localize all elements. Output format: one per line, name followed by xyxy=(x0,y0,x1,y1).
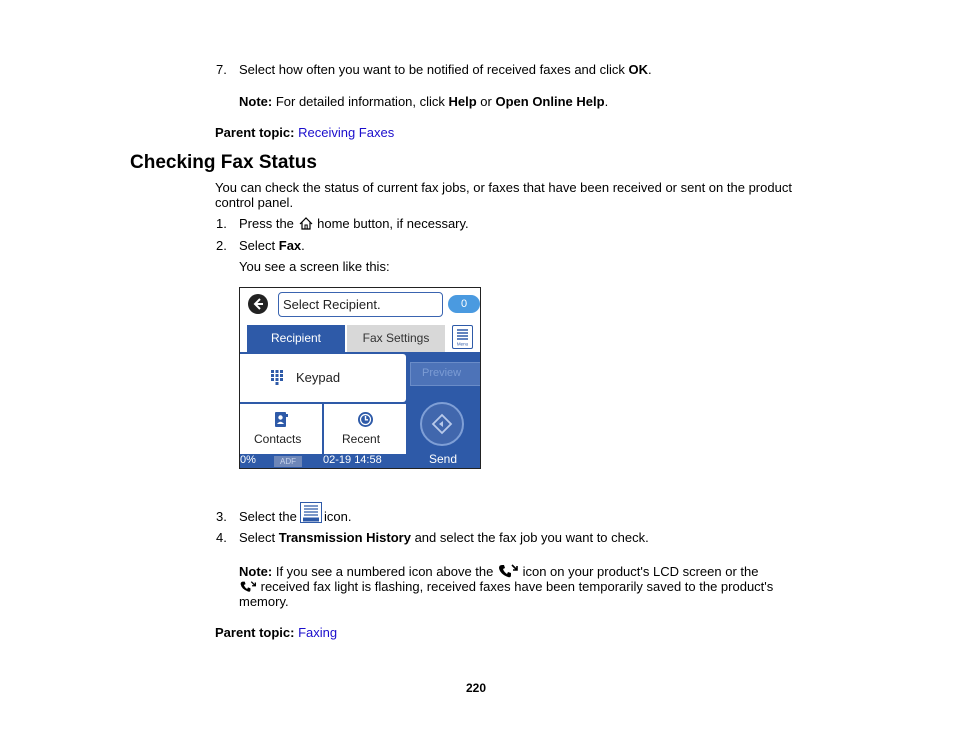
step-text-post: icon. xyxy=(324,509,352,524)
contacts-icon xyxy=(273,411,289,428)
step-text-pre: Press the xyxy=(239,216,298,231)
step-text-post: home button, if necessary. xyxy=(313,216,469,231)
note-text: received fax light is flashing, received faxes have been temporarily saved to the product's xyxy=(257,579,774,594)
fax-keyword: Fax xyxy=(278,238,302,253)
recent-label: Recent xyxy=(342,432,381,446)
adf-indicator: ADF xyxy=(274,456,302,467)
help-keyword: Help xyxy=(448,94,477,109)
note-label: Note: xyxy=(239,94,273,109)
receiving-faxes-link[interactable]: Receiving Faxes xyxy=(298,125,395,140)
step-text-pre: Select the xyxy=(239,509,297,524)
parent-topic xyxy=(215,125,394,140)
fax-received-icon xyxy=(239,580,257,594)
contacts-button[interactable] xyxy=(240,404,322,454)
lcd-screenshot xyxy=(239,287,481,469)
contacts-label: Contacts xyxy=(254,432,302,446)
tab-recipient[interactable]: Recipient xyxy=(247,325,345,352)
step-number: 1. xyxy=(216,216,227,231)
note-line-3: memory. xyxy=(239,594,289,609)
note-text: If you see a numbered icon above the xyxy=(272,564,497,579)
step-text-post: and select the fax job you want to check. xyxy=(410,530,649,545)
menu-icon xyxy=(300,502,322,523)
parent-topic xyxy=(215,625,337,640)
fax-received-icon xyxy=(497,564,519,579)
note-or: or xyxy=(476,94,496,109)
send-diamond-icon xyxy=(422,404,462,444)
menu-icon-label: Menu xyxy=(456,341,469,347)
back-arrow-icon[interactable] xyxy=(248,294,268,314)
see-screen-text: You see a screen like this: xyxy=(239,259,390,274)
home-icon xyxy=(298,216,314,231)
note-end: . xyxy=(604,94,609,109)
lcd-status-bar xyxy=(240,454,406,468)
keypad-icon xyxy=(270,369,284,385)
note-text-post: icon on your product's LCD screen or the xyxy=(518,564,759,579)
step-number: 3. xyxy=(216,509,227,524)
lcd-tab-row xyxy=(240,324,480,352)
note-help xyxy=(239,94,608,109)
note-line-2 xyxy=(239,579,773,594)
section-title: Checking Fax Status xyxy=(130,152,317,173)
keypad-label: Keypad xyxy=(296,370,341,385)
send-label: Send xyxy=(429,452,458,466)
step-text-pre: Select xyxy=(239,530,279,545)
page-number: 220 xyxy=(466,681,487,695)
recent-button[interactable] xyxy=(324,404,406,454)
status-datetime: 02-19 14:58 xyxy=(323,454,382,466)
recipient-count-badge: 0 xyxy=(448,295,480,313)
tab-fax-settings[interactable]: Fax Settings xyxy=(347,325,445,352)
ok-keyword: OK xyxy=(628,62,649,77)
recent-icon xyxy=(357,411,374,428)
note-label: Note: xyxy=(239,564,273,579)
step-text-pre: Select xyxy=(239,238,279,253)
step-number: 2. xyxy=(216,238,227,253)
intro-line-1: You can check the status of current fax jobs, or faxes that have been received or sent on the product xyxy=(215,180,792,195)
menu-icon[interactable] xyxy=(452,325,473,349)
step-end: . xyxy=(648,62,652,77)
step-number: 7. xyxy=(216,62,227,77)
preview-button[interactable]: Preview xyxy=(410,362,481,386)
send-button[interactable] xyxy=(420,402,464,446)
recipient-field[interactable]: Select Recipient. xyxy=(278,292,443,317)
note-text: For detailed information, click xyxy=(272,94,449,109)
transmission-history-keyword: Transmission History xyxy=(278,530,411,545)
intro-line-2: control panel. xyxy=(215,195,294,210)
step-text: Select how often you want to be notified of received faxes and click xyxy=(239,62,629,77)
note-line-1 xyxy=(239,564,758,579)
step-end: . xyxy=(301,238,305,253)
online-help-keyword: Open Online Help xyxy=(495,94,605,109)
keypad-button[interactable] xyxy=(240,354,406,402)
status-percent: 0% xyxy=(240,454,256,466)
step-number: 4. xyxy=(216,530,227,545)
parent-topic-label: Parent topic: xyxy=(215,125,295,140)
faxing-link[interactable]: Faxing xyxy=(298,625,338,640)
parent-topic-label: Parent topic: xyxy=(215,625,295,640)
lcd-top-bar xyxy=(240,288,480,324)
